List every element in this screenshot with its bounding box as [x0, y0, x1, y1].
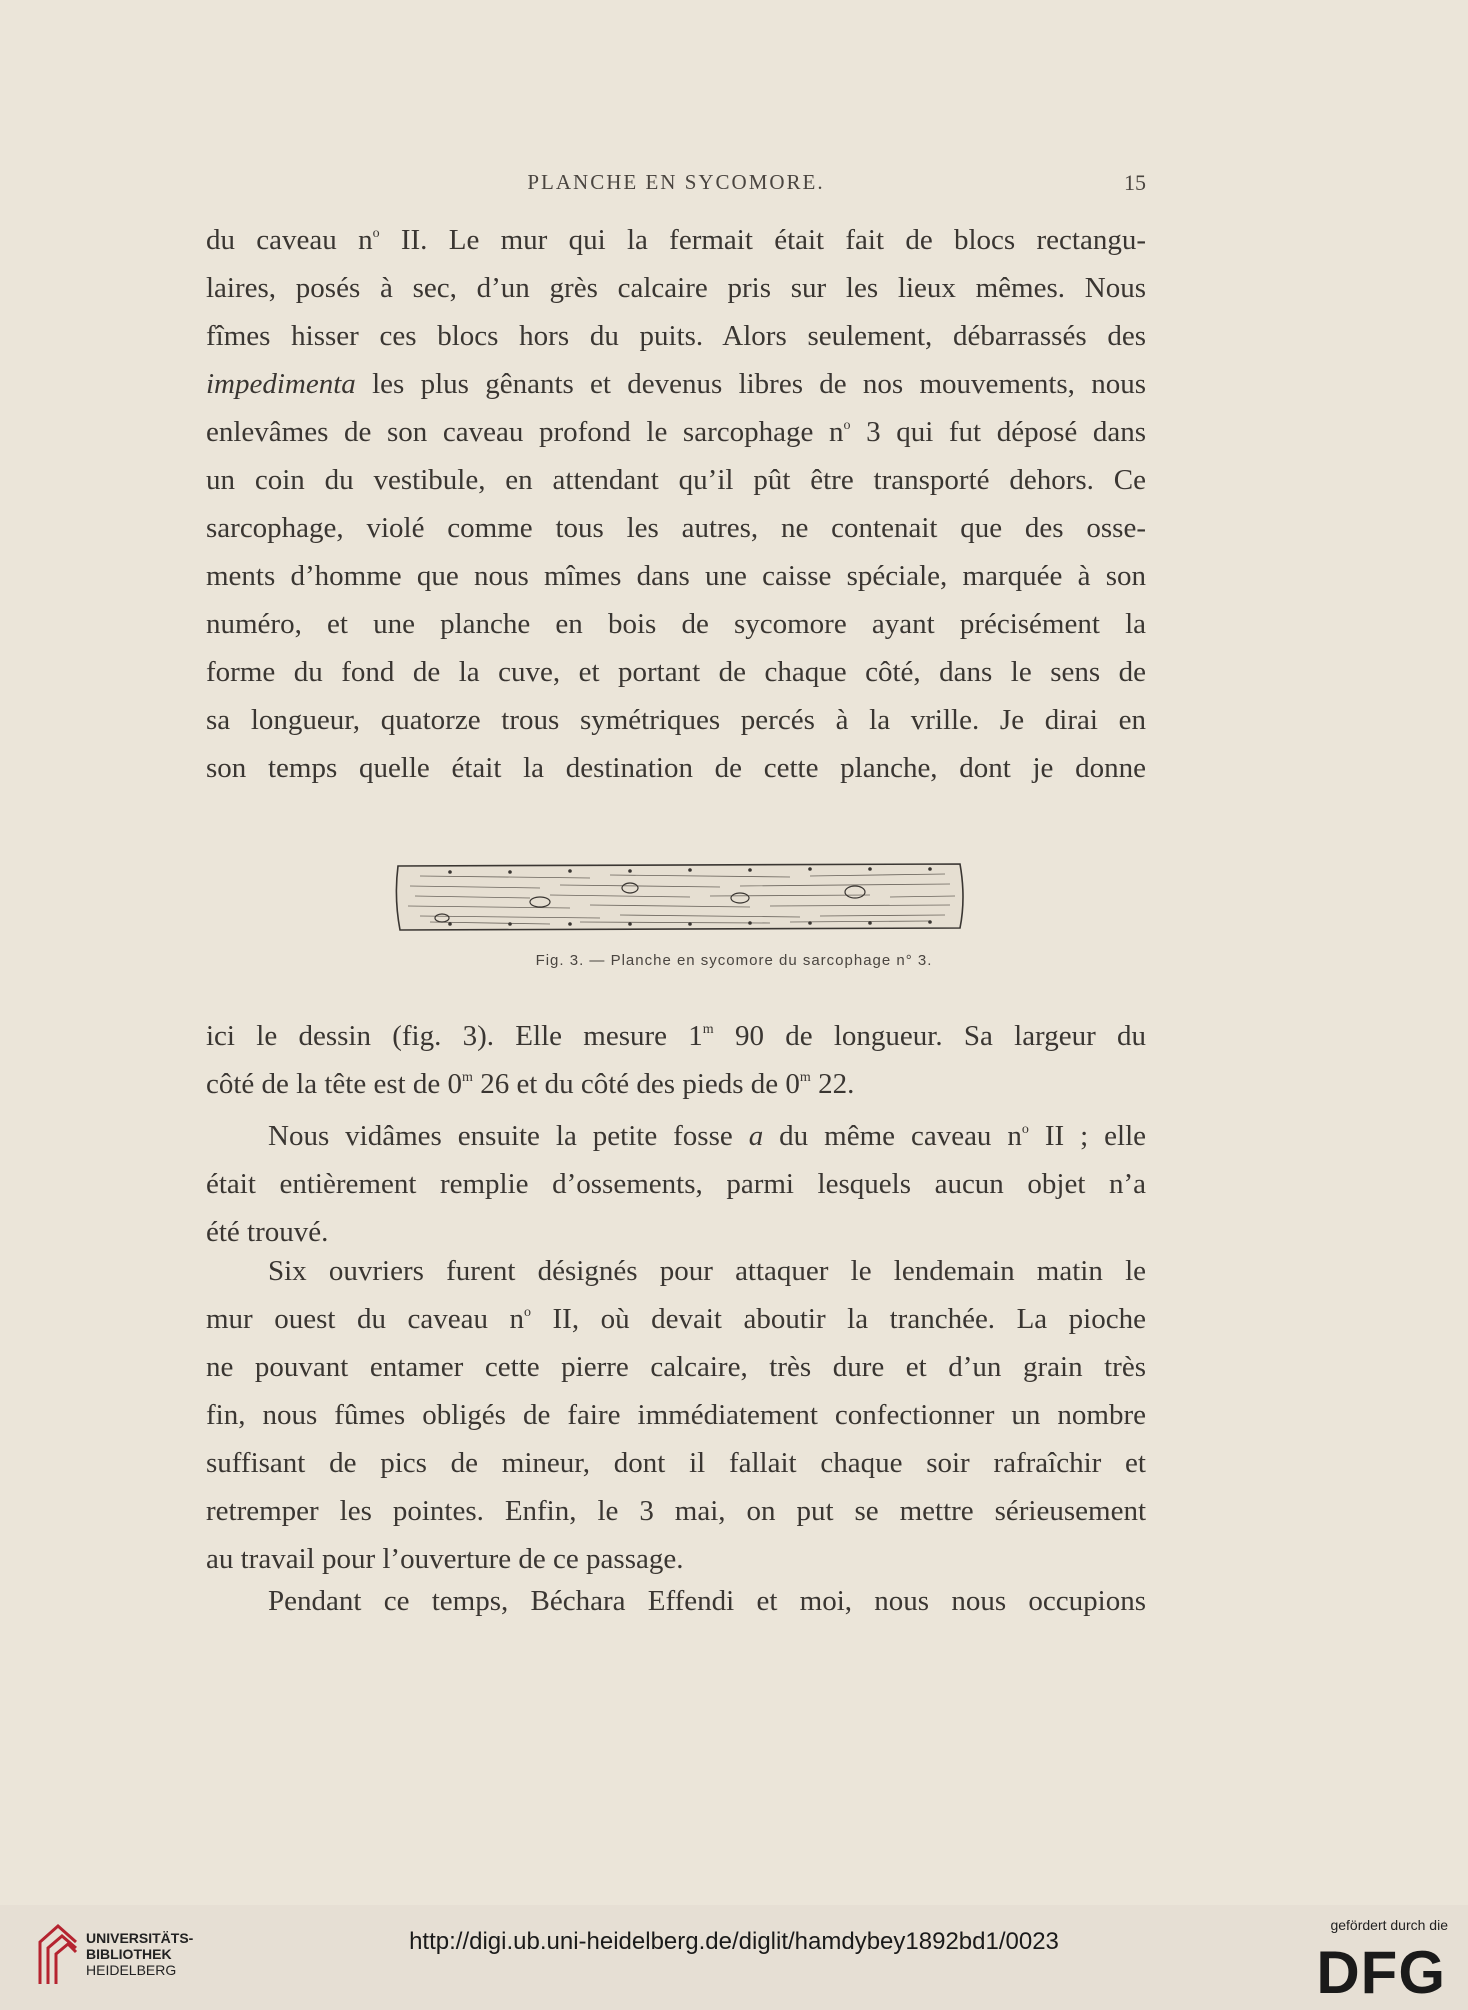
text-line: forme du fond de la cuve, et portant de chaque côté, dans le sens de — [206, 656, 1146, 688]
text-line: ments d’homme que nous mîmes dans une caisse spéciale, marquée à son — [206, 560, 1146, 592]
text-line: était entièrement remplie d’ossements, parmi lesquels aucun objet n’a — [206, 1168, 1146, 1200]
text-line: sa longueur, quatorze trous symétriques percés à la vrille. Je dirai en — [206, 704, 1146, 736]
text-line: ne pouvant entamer cette pierre calcaire, très dure et d’un grain très — [206, 1351, 1146, 1383]
paragraph-4 — [206, 1247, 1146, 1583]
text-line: sarcophage, violé comme tous les autres, ne contenait que des osse- — [206, 512, 1146, 544]
text-line: retremper les pointes. Enfin, le 3 mai, on put se mettre sérieusement — [206, 1495, 1146, 1527]
text-line: côté de la tête est de 0$^m$ 26 et du côté des pieds de 0$^m$ 22. — [206, 1068, 855, 1100]
text-line: Pendant ce temps, Béchara Effendi et moi, nous nous occupions — [268, 1585, 1146, 1617]
footer-bar — [0, 1905, 1468, 2010]
text-line: mur ouest du caveau $n^o$ II, où devait aboutir la tranchée. La pioche — [206, 1303, 1146, 1335]
source-url[interactable]: http://digi.ub.uni-heidelberg.de/diglit/hamdybey1892bd1/0023 — [409, 1928, 1059, 1955]
text-line: numéro, et une planche en bois de sycomore ayant précisément la — [206, 608, 1146, 640]
text-line: laires, posés à sec, d’un grès calcaire pris sur les lieux mêmes. Nous — [206, 272, 1146, 304]
text-line: impedimenta les plus gênants et devenus libres de nos mouvements, nous — [206, 368, 1146, 400]
library-name: UNIVERSITÄTS- BIBLIOTHEK HEIDELBERG — [86, 1930, 194, 1978]
text-line: Six ouvriers furent désignés pour attaquer le lendemain matin le — [268, 1255, 1146, 1287]
text-line: fîmes hisser ces blocs hors du puits. Alors seulement, débarrassés des — [206, 320, 1146, 352]
running-title: PLANCHE EN SYCOMORE. — [527, 170, 825, 194]
paragraph-3 — [206, 1112, 1146, 1256]
text-line: suffisant de pics de mineur, dont il fallait chaque soir rafraîchir et — [206, 1447, 1146, 1479]
page-header — [206, 170, 1146, 204]
text-line: au travail pour l’ouverture de ce passage. — [206, 1543, 684, 1575]
paragraph-5 — [206, 1577, 1146, 1625]
plank-illustration — [390, 848, 970, 948]
text-line: son temps quelle était la destination de cette planche, dont je donne — [206, 752, 1146, 784]
paragraph-1 — [206, 216, 1146, 792]
text-line: un coin du vestibule, en attendant qu’il pût être transporté dehors. Ce — [206, 464, 1146, 496]
text-line: ici le dessin (fig. 3). Elle mesure 1$^m$ 90 de longueur. Sa largeur du — [206, 1020, 1146, 1052]
paragraph-2 — [206, 1012, 1146, 1108]
dfg-logo-icon: DFG — [1316, 1939, 1446, 2006]
text-line: fin, nous fûmes obligés de faire immédiatement confectionner un nombre — [206, 1399, 1146, 1431]
text-line: été trouvé. — [206, 1216, 329, 1248]
text-line: enlevâmes de son caveau profond le sarcophage $n^o$ 3 qui fut déposé dans — [206, 416, 1146, 448]
funded-by-label: gefördert durch die — [1330, 1917, 1448, 1933]
text-line: du caveau $n^o$ II. Le mur qui la fermait était fait de blocs rectangu- — [206, 224, 1146, 256]
figure-caption: Fig. 3. — Planche en sycomore du sarcophage n° 3. — [535, 952, 933, 969]
text-line: Nous vidâmes ensuite la petite fosse a du même caveau $n^o$ II ; elle — [268, 1120, 1147, 1152]
page-number: 15 — [1124, 170, 1146, 195]
